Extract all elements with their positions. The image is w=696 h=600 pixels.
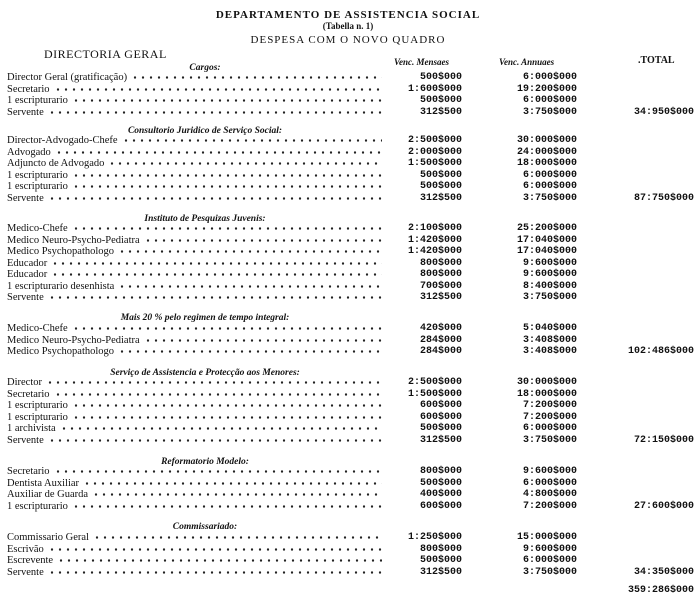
monthly-value: 1:420$000 [407, 246, 462, 257]
monthly-value: 500$000 [419, 181, 462, 192]
position-label: Servente [7, 566, 44, 578]
section-heading: Consultorio Juridico de Serviço Social: [127, 126, 283, 136]
column-header-total: .TOTAL [638, 55, 675, 66]
dot-leader [131, 75, 382, 80]
table-row [0, 258, 696, 270]
position-label: Secretario [7, 466, 50, 477]
monthly-value: 500$000 [419, 423, 462, 434]
table-row [0, 466, 696, 478]
dot-leader [118, 249, 382, 254]
annual-value: 30:000$000 [516, 135, 577, 146]
table-row [0, 377, 696, 389]
table-row [0, 389, 696, 401]
column-header-monthly: Venc. Mensaes [394, 57, 450, 67]
monthly-value: 312$500 [419, 106, 462, 118]
annual-value: 7:200$000 [522, 411, 577, 423]
table-row [0, 346, 696, 358]
annual-value: 6:000$000 [522, 423, 577, 434]
annual-value: 8:400$000 [522, 280, 577, 292]
annual-value: 25:200$000 [516, 223, 577, 234]
annual-value: 17:040$000 [516, 246, 577, 257]
position-label: 1 escripturario [7, 500, 68, 512]
monthly-value: 700$000 [419, 280, 462, 292]
column-header-annual: Venc. Annuaes [499, 57, 555, 67]
dot-leader [55, 150, 382, 155]
annual-value: 30:000$000 [516, 377, 577, 388]
annual-value: 18:000$000 [516, 388, 577, 400]
table-row [0, 544, 696, 556]
position-label: Dentista Auxiliar [7, 477, 80, 489]
dot-leader [92, 492, 382, 497]
monthly-value: 284$000 [419, 334, 462, 346]
section-heading: Commissariado: [172, 522, 238, 532]
monthly-value: 600$000 [419, 500, 462, 512]
monthly-value: 1:500$000 [407, 388, 462, 400]
table-row [0, 135, 696, 147]
table-row [0, 193, 696, 205]
position-label: Medico Neuro-Psycho-Pediatra [7, 334, 140, 346]
annual-value: 9:600$000 [522, 257, 577, 269]
table-row [0, 489, 696, 501]
position-label: Servente [7, 434, 44, 446]
position-label: Medico Psychopathologo [7, 246, 115, 257]
dot-leader [54, 87, 382, 92]
monthly-value: 1:500$000 [407, 158, 462, 169]
table-row [0, 435, 696, 447]
annual-value: 5:040$000 [522, 323, 577, 334]
monthly-value: 1:250$000 [407, 532, 462, 543]
table-row [0, 84, 696, 96]
annual-value: 19:200$000 [516, 83, 577, 95]
dot-leader [46, 380, 382, 385]
dot-leader [57, 558, 382, 563]
monthly-value: 2:500$000 [407, 135, 462, 146]
table-row [0, 147, 696, 159]
table-number: (Tabella n. 1) [322, 21, 374, 31]
position-label: Servente [7, 192, 44, 204]
section-heading: Mais 20 % pelo regimen de tempo integral: [120, 313, 290, 323]
dot-leader [118, 349, 382, 354]
table-row [0, 400, 696, 412]
dot-leader [72, 403, 382, 408]
position-label: Director [7, 377, 42, 388]
table-row [0, 170, 696, 182]
annual-value: 7:200$000 [522, 400, 577, 411]
annual-value: 15:000$000 [516, 532, 577, 543]
table-caption: DESPESA COM O NOVO QUADRO [250, 34, 446, 46]
dot-leader [51, 261, 382, 266]
table-row [0, 567, 696, 579]
monthly-value: 312$500 [419, 292, 462, 303]
monthly-value: 600$000 [419, 400, 462, 411]
dot-leader [60, 426, 382, 431]
table-row [0, 555, 696, 567]
dot-leader [72, 326, 382, 331]
table-row [0, 501, 696, 513]
position-label: Medico-Chefe [7, 323, 68, 334]
monthly-value: 600$000 [419, 411, 462, 423]
position-label: Educador [7, 257, 48, 269]
directoria-heading: DIRECTORIA GERAL [44, 47, 167, 61]
dot-leader [72, 415, 382, 420]
monthly-value: 500$000 [419, 72, 462, 83]
annual-value: 3:750$000 [522, 434, 577, 446]
monthly-value: 400$000 [419, 489, 462, 500]
monthly-value: 2:000$000 [407, 146, 462, 158]
monthly-value: 500$000 [419, 477, 462, 489]
annual-value: 3:408$000 [522, 334, 577, 346]
table-row [0, 223, 696, 235]
monthly-value: 312$500 [419, 434, 462, 446]
annual-value: 18:000$000 [516, 158, 577, 169]
table-row [0, 269, 696, 281]
section-total: 34:350$000 [633, 566, 694, 578]
monthly-value: 284$000 [419, 346, 462, 357]
position-label: Servente [7, 292, 44, 303]
table-row [0, 423, 696, 435]
monthly-value: 2:100$000 [407, 223, 462, 234]
dot-leader [48, 438, 382, 443]
dot-leader [72, 98, 382, 103]
position-label: 1 escripturario [7, 95, 68, 106]
table-row [0, 335, 696, 347]
annual-value: 6:000$000 [522, 181, 577, 192]
annual-value: 3:408$000 [522, 346, 577, 357]
table-row [0, 72, 696, 84]
annual-value: 3:750$000 [522, 292, 577, 303]
monthly-value: 2:500$000 [407, 377, 462, 388]
dot-leader [48, 295, 382, 300]
annual-value: 4:800$000 [522, 489, 577, 500]
table-row [0, 412, 696, 424]
monthly-value: 500$000 [419, 95, 462, 106]
section-heading: Serviço de Assistencia e Protecção aos Menores: [110, 368, 300, 378]
grand-total: 359:286$000 [627, 585, 694, 596]
table-row [0, 323, 696, 335]
position-label: Escrevente [7, 555, 54, 566]
table-row [0, 107, 696, 119]
section-total: 34:950$000 [633, 106, 694, 118]
position-label: Escrivão [7, 543, 44, 555]
monthly-value: 1:600$000 [407, 83, 462, 95]
dot-leader [144, 338, 382, 343]
position-label: 1 escripturario [7, 411, 68, 423]
dot-leader [48, 110, 382, 115]
position-label: Director Geral (gratificação) [7, 72, 128, 83]
position-label: Commissario Geral [7, 532, 89, 543]
dot-leader [48, 570, 382, 575]
position-label: Servente [7, 106, 44, 118]
annual-value: 3:750$000 [522, 192, 577, 204]
table-row [0, 246, 696, 258]
annual-value: 6:000$000 [522, 555, 577, 566]
annual-value: 6:000$000 [522, 95, 577, 106]
section-total: 102:486$000 [627, 346, 694, 357]
dot-leader [72, 173, 382, 178]
dot-leader [122, 138, 382, 143]
dot-leader [54, 392, 382, 397]
table-row [0, 158, 696, 170]
position-label: 1 escripturario [7, 181, 68, 192]
table-row [0, 292, 696, 304]
position-label: 1 escripturario [7, 169, 68, 181]
monthly-value: 1:420$000 [407, 234, 462, 246]
dot-leader [72, 226, 382, 231]
section-heading: Instituto de Pesquizas Juvenis: [144, 214, 266, 224]
annual-value: 6:000$000 [522, 72, 577, 83]
position-label: Advogado [7, 146, 51, 158]
dot-leader [83, 481, 382, 486]
dot-leader [72, 184, 382, 189]
monthly-value: 800$000 [419, 543, 462, 555]
table-row [0, 478, 696, 490]
monthly-value: 420$000 [419, 323, 462, 334]
annual-value: 24:000$000 [516, 146, 577, 158]
position-label: Adjuncto de Advogado [7, 158, 105, 169]
position-label: Secretario [7, 83, 50, 95]
monthly-value: 800$000 [419, 269, 462, 280]
position-label: Educador [7, 269, 48, 280]
monthly-value: 800$000 [419, 257, 462, 269]
monthly-value: 500$000 [419, 555, 462, 566]
position-label: 1 escripturario [7, 400, 68, 411]
table-row [0, 181, 696, 193]
dot-leader [54, 469, 382, 474]
dot-leader [48, 196, 382, 201]
table-row [0, 281, 696, 293]
annual-value: 3:750$000 [522, 566, 577, 578]
section-heading: Reformatorio Modelo: [161, 457, 249, 467]
position-label: 1 escripturario desenhista [7, 280, 115, 292]
annual-value: 6:000$000 [522, 169, 577, 181]
position-label: Auxiliar de Guarda [7, 489, 89, 500]
monthly-value: 500$000 [419, 169, 462, 181]
position-label: Secretario [7, 388, 50, 400]
table-row [0, 532, 696, 544]
monthly-value: 312$500 [419, 566, 462, 578]
dot-leader [48, 547, 382, 552]
position-label: Medico-Chefe [7, 223, 68, 234]
annual-value: 9:600$000 [522, 543, 577, 555]
annual-value: 9:600$000 [522, 466, 577, 477]
dot-leader [144, 238, 382, 243]
position-label: Medico Neuro-Psycho-Pediatra [7, 234, 140, 246]
annual-value: 6:000$000 [522, 477, 577, 489]
annual-value: 17:040$000 [516, 234, 577, 246]
dot-leader [108, 161, 382, 166]
section-heading: Cargos: [189, 63, 221, 73]
dot-leader [118, 284, 382, 289]
annual-value: 3:750$000 [522, 106, 577, 118]
dot-leader [72, 504, 382, 509]
section-total: 27:600$000 [633, 500, 694, 512]
position-label: 1 archivista [7, 423, 56, 434]
table-row [0, 95, 696, 107]
dot-leader [51, 272, 382, 277]
position-label: Director-Advogado-Chefe [7, 135, 118, 146]
monthly-value: 312$500 [419, 192, 462, 204]
annual-value: 9:600$000 [522, 269, 577, 280]
dot-leader [93, 535, 382, 540]
section-total: 87:750$000 [633, 192, 694, 204]
annual-value: 7:200$000 [522, 500, 577, 512]
section-total: 72:150$000 [633, 434, 694, 446]
position-label: Medico Psychopathologo [7, 346, 115, 357]
monthly-value: 800$000 [419, 466, 462, 477]
table-row [0, 235, 696, 247]
page-title: DEPARTAMENTO DE ASSISTENCIA SOCIAL [215, 9, 481, 21]
